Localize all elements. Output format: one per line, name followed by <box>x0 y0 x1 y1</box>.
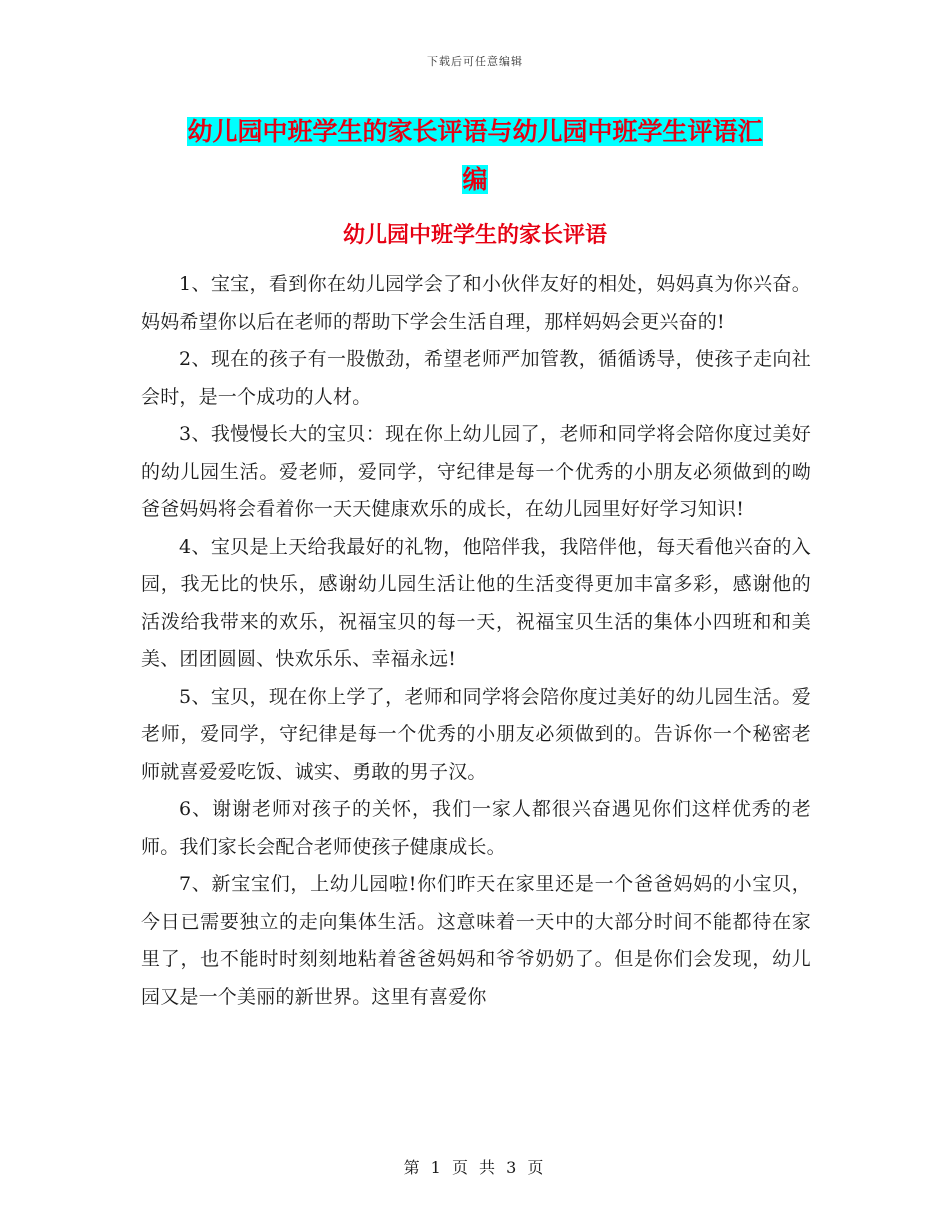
comment-paragraph-3: 3、我慢慢长大的宝贝：现在你上幼儿园了，老师和同学将会陪你度过美好的幼儿园生活。爱老师，爱同学，守纪律是每一个优秀的小朋友必须做到的呦 爸爸妈妈将会看着你一天天健康欢乐的成长，在幼儿园里好好学习知识! <box>141 423 811 520</box>
comment-paragraph-4: 4、宝贝是上天给我最好的礼物，他陪伴我，我陪伴他，每天看他兴奋的入园，我无比的快乐，感谢幼儿园生活让他的生活变得更加丰富多彩，感谢他的活泼给我带来的欢乐，祝福宝贝的每一天，祝福宝贝生活的集体小四班和和美美、团团圆圆、快欢乐乐、幸福永远! <box>141 535 811 670</box>
comment-paragraph-5: 5、宝贝，现在你上学了，老师和同学将会陪你度过美好的幼儿园生活。爱老师，爱同学，守纪律是每一个优秀的小朋友必须做到的。告诉你一个秘密老师就喜爱爱吃饭、诚实、勇敢的男子汉。 <box>141 685 811 783</box>
comment-paragraph-1: 1、宝宝，看到你在幼儿园学会了和小伙伴友好的相处，妈妈真为你兴奋。妈妈希望你以后在老师的帮助下学会生活自理，那样妈妈会更兴奋的! <box>141 273 811 333</box>
page-header-note: 下载后可任意编辑 <box>427 55 523 68</box>
document-title-line-1: 幼儿园中班学生的家长评语与幼儿园中班学生评语汇 <box>187 117 763 146</box>
page-number-footer: 第 1 页 共 3 页 <box>403 1158 547 1177</box>
comment-paragraph-6: 6、谢谢老师对孩子的关怀，我们一家人都很兴奋遇见你们这样优秀的老师。我们家长会配合老师使孩子健康成长。 <box>141 798 811 858</box>
section-title: 幼儿园中班学生的家长评语 <box>342 222 607 248</box>
comment-paragraph-2: 2、现在的孩子有一股傲劲，希望老师严加管教，循循诱导，使孩子走向社会时，是一个成功的人材。 <box>141 348 811 408</box>
comment-paragraph-7: 7、新宝宝们，上幼儿园啦!你们昨天在家里还是一个爸爸妈妈的小宝贝，今日已需要独立的走向集体生活。这意味着一天中的大部分时间不能都待在家里了，也不能时时刻刻地粘着爸爸妈妈和爷爷奶奶了。但是你们会发现，幼儿园又是一个美丽的新世界。这里有喜爱你 <box>141 873 811 1008</box>
document-title-line-2: 编 <box>462 165 488 194</box>
document-title <box>140 108 810 204</box>
document-body <box>141 266 811 1016</box>
